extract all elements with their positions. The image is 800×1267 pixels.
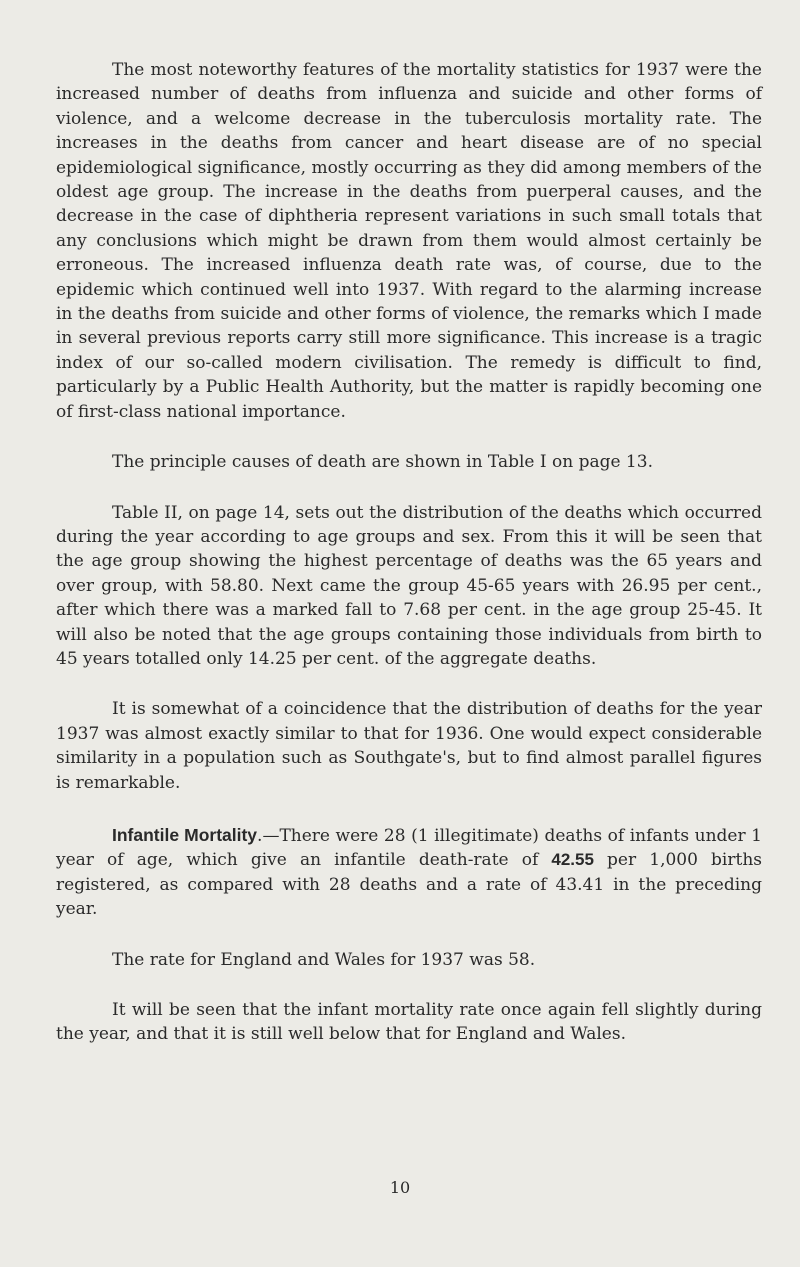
paragraph-mortality-features: The most noteworthy features of the mortality statistics for 1937 were the increased number of deaths from influenza and suicide and other forms of violence, and a welcome decrease in the tuberculosis mortality rate. The increases in the deaths from cancer and heart disease are of no special epidemiological significance, mostly occurring as they did among members of the oldest age group. The increase in the deaths from puerperal causes, and the decrease in the case of diphtheria represent variations in such small totals that any conclusions which might be drawn from them would almost certainly be erroneous. The increased influenza death rate was, of course, due to the epidemic which continued well into 1937. With regard to the alarming increase in the deaths from suicide and other forms of violence, the remarks which I made in several previous reports carry still more significance. This increase is a tragic index of our so-called modern civilisation. The remedy is difficult to find, particularly by a Public Health Authority, but the matter is rapidly becoming one of first-class national importance. — [56, 60, 762, 422]
infantile-text-a: .—There were 28 (1 illegitimate) deaths of infants under 1 year of age, which give an infantile death-rate of — [56, 825, 762, 871]
page-number: 10 — [389, 1178, 411, 1197]
infantile-mortality-heading: Infantile Mortality — [112, 824, 258, 845]
paragraph-infant-rate-conclusion: It will be seen that the infant mortality rate once again fell slightly during the year, and that it is still well below that for England and Wales. — [56, 1000, 762, 1045]
paragraph-infantile-mortality — [56, 823, 762, 922]
paragraph-england-wales-rate: The rate for England and Wales for 1937 was 58. — [112, 949, 536, 970]
paragraph-principle-causes: The principle causes of death are shown in Table I on page 13. — [112, 452, 653, 473]
paragraph-age-distribution: Table II, on page 14, sets out the distribution of the deaths which occurred during the year according to age groups and sex. From this it will be seen that the age group showing the highest percentage of deaths was the 65 years and over group, with 58.80. Next came the group 45-65 years with 26.95 per cent., after which there was a marked fall to 7.68 per cent. in the age group 25-45. It will also be noted that the age groups containing those individuals from birth to 45 years totalled only 14.25 per cent. of the aggregate deaths. — [56, 502, 762, 669]
paragraph-coincidence: It is somewhat of a coincidence that the distribution of deaths for the year 1937 was almost exactly similar to that for 1936. One would expect considerable similarity in a population such as Southgate's, but to find almost parallel figures is remarkable. — [56, 699, 762, 793]
document-page — [56, 58, 762, 1047]
infantile-text-b: per 1,000 births registered, as compared with 28 deaths and a rate of 43.41 in the preceding year. — [56, 850, 762, 920]
infantile-rate: 42.55 — [551, 850, 594, 870]
